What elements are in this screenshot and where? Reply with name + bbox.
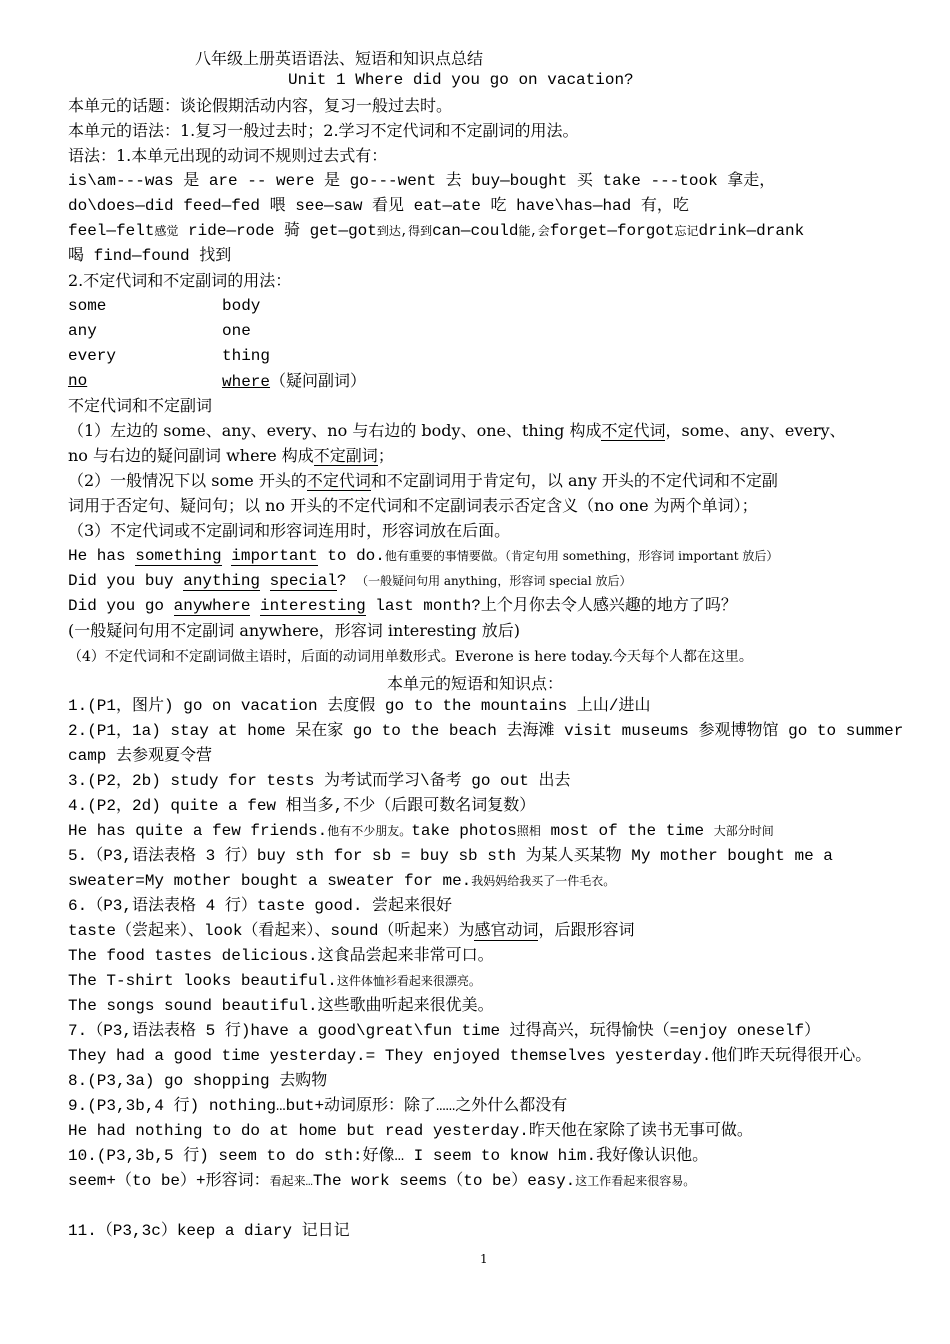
phrase-item: 2.(P1，1a) stay at home 呆在家 go to the beach 去海滩 visit museums 参观博物馆 go to summer xyxy=(68,722,904,740)
example-text: ? xyxy=(336,572,347,590)
example-2 xyxy=(68,571,910,591)
verb-pair: feel—felt xyxy=(68,222,155,240)
phrase-item: 6.（P3,语法表格 4 行）taste good. 尝起来很好 xyxy=(68,897,453,915)
example-highlight: interesting xyxy=(260,597,366,615)
phrase-item: 9.(P3,3b,4 行) nothing…but+动词原形：除了……之外什么都没有 xyxy=(68,1097,568,1115)
example-text: The T-shirt looks beautiful. xyxy=(68,972,337,990)
rule-3: （3）不定代词或不定副词和形容词连用时，形容词放在后面。 xyxy=(68,521,511,540)
phrase-example xyxy=(68,971,910,992)
phrase-item: 4.(P2，2d) quite a few 相当多,不少（后跟可数名词复数） xyxy=(68,797,536,815)
rule-2 xyxy=(68,471,910,491)
example-highlight: important xyxy=(231,547,318,565)
phrase-item: 8.(P3,3a) go shopping 去购物 xyxy=(68,1072,328,1090)
rule-text: no 与右边的疑问副词 where 构成 xyxy=(68,446,314,465)
unit-title: Unit 1 Where did you go on vacation? xyxy=(288,71,634,89)
rule-1 xyxy=(68,421,910,441)
indef-left: no xyxy=(68,372,88,390)
example-text: He has quite a few friends. xyxy=(68,822,328,840)
example-text: ，后跟形容词 xyxy=(538,922,635,940)
indef-right: thing xyxy=(222,347,271,365)
rule-text: （1）左边的 some、any、every、no 与右边的 body、one、thing 构成 xyxy=(68,421,602,440)
phrase-item: 11.（P3,3c）keep a diary 记日记 xyxy=(68,1222,350,1240)
page-number: 1 xyxy=(480,1252,488,1266)
indef-right: body xyxy=(222,297,261,315)
example-3-note: (一般疑问句用不定副词 anywhere，形容词 interesting 放后) xyxy=(68,621,520,640)
phrase-item: 7.（P3,语法表格 5 行)have a good\great\fun time 过得高兴，玩得愉快（=enjoy oneself） xyxy=(68,1022,821,1040)
example-3 xyxy=(68,596,910,616)
phrase-item: 1.(P1，图片) go on vacation 去度假 go to the mountains 上山/进山 xyxy=(68,697,651,715)
example-text: most of the time xyxy=(540,822,705,840)
phrase-item: 5.（P3,语法表格 3 行）buy sth for sb = buy sb sth 为某人买某物 My mother bought me a xyxy=(68,847,833,865)
phrase-item: 3.(P2，2b) study for tests 为考试而学习\备考 go out 出去 xyxy=(68,772,571,790)
example-highlight: 感官动词 xyxy=(474,922,539,940)
example-note: 他有重要的事情要做。（肯定句用 something，形容词 important 放后） xyxy=(384,549,779,563)
phrase-item xyxy=(68,921,910,941)
phrase-example: He had nothing to do at home but read yesterday.昨天他在家除了读书无事可做。 xyxy=(68,1122,753,1140)
example-text: He has xyxy=(68,547,136,565)
verb-meaning: 能,会 xyxy=(518,225,550,239)
verb-pair: ride—rode 骑 get—got xyxy=(178,222,377,240)
rule-text: （2）一般情况下以 some 开头的 xyxy=(68,471,307,490)
verb-meaning: 到达,得到 xyxy=(376,225,433,239)
indef-heading: 不定代词和不定副词 xyxy=(68,396,213,415)
rule-4: （4）不定代词和不定副词做主语时，后面的动词用单数形式。Everone is here today.今天每个人都在这里。 xyxy=(68,649,753,665)
verb-pair: can—could xyxy=(432,222,519,240)
example-highlight: special xyxy=(269,572,337,590)
verb-pair: drink—drank xyxy=(698,222,805,240)
example-text: to do. xyxy=(317,547,385,565)
grammar1-heading: 语法：1.本单元出现的动词不规则过去式有： xyxy=(68,146,388,165)
rule-highlight: 不定代词 xyxy=(306,471,371,490)
rule-text: ，some、any、every、 xyxy=(665,421,846,440)
example-text: sweater=My mother bought a sweater for me. xyxy=(68,872,472,890)
example-note: 大部分时间 xyxy=(713,825,774,839)
indef-table-row xyxy=(68,321,910,341)
phrase-example xyxy=(68,821,910,842)
indef-table-row xyxy=(68,346,910,366)
example-text: The work seems（to be）easy. xyxy=(312,1172,576,1190)
indef-right-group xyxy=(222,371,366,391)
irregular-verbs-line-3 xyxy=(68,221,910,242)
example-highlight: anywhere xyxy=(173,597,251,615)
rule-highlight: 不定代词 xyxy=(601,421,666,440)
phrase-item-cont: camp 去参观夏令营 xyxy=(68,747,213,765)
phrase-item-cont xyxy=(68,871,910,892)
example-note: 看起来… xyxy=(269,1175,313,1189)
phrases-heading: 本单元的短语和知识点： xyxy=(386,674,563,693)
indef-right: where xyxy=(222,373,271,391)
grammar-line: 本单元的语法：1.复习一般过去时；2.学习不定代词和不定副词的用法。 xyxy=(68,121,579,140)
example-text: take photos xyxy=(411,822,517,840)
example-highlight: anything xyxy=(183,572,261,590)
irregular-verbs-line-4: 喝 find—found 找到 xyxy=(68,247,232,265)
example-text: Did you buy xyxy=(68,572,184,590)
example-note: 我妈妈给我买了一件毛衣。 xyxy=(471,875,616,889)
example-note: 这件体恤衫看起来很漂亮。 xyxy=(336,975,481,989)
indef-table-row xyxy=(68,296,910,316)
example-note: （一般疑问句用 anything，形容词 special 放后） xyxy=(356,574,632,588)
example-text: taste（尝起来）、look（看起来）、sound（听起来）为 xyxy=(68,922,475,940)
indef-left: some xyxy=(68,297,107,315)
irregular-verbs-line-2: do\does—did feed—fed 喂 see—saw 看见 eat—ate 吃 have\has—had 有，吃 xyxy=(68,197,689,215)
irregular-verbs-line-1: is\am---was 是 are -- were 是 go---went 去 buy—bought 买 take ---took 拿走， xyxy=(68,172,776,190)
rule-highlight: 不定副词 xyxy=(313,446,378,465)
example-highlight: something xyxy=(135,547,222,565)
example-note: 照相 xyxy=(516,825,541,839)
verb-meaning: 忘记 xyxy=(674,225,699,239)
rule-text: ； xyxy=(377,446,394,465)
example-note: 他有不少朋友。 xyxy=(327,825,412,839)
verb-pair: forget—forgot xyxy=(549,222,675,240)
phrase-example: The songs sound beautiful.这些歌曲听起来很优美。 xyxy=(68,997,494,1015)
indef-left: any xyxy=(68,322,97,340)
document-title: 八年级上册英语语法、短语和知识点总结 xyxy=(195,49,484,68)
phrase-example: The food tastes delicious.这食品尝起来非常可口。 xyxy=(68,947,494,965)
indef-right: one xyxy=(222,322,251,340)
example-text: Did you go xyxy=(68,597,174,615)
phrase-example: They had a good time yesterday.= They enjoyed themselves yesterday.他们昨天玩得很开心。 xyxy=(68,1047,872,1065)
indef-note: （疑问副词） xyxy=(270,371,367,390)
topic-line: 本单元的话题：谈论假期活动内容，复习一般过去时。 xyxy=(68,96,453,115)
indef-left: every xyxy=(68,347,117,365)
rule-text: 和不定副词用于肯定句，以 any 开头的不定代词和不定副 xyxy=(370,471,778,490)
rule-2-cont: 词用于否定句、疑问句；以 no 开头的不定代词和不定副词表示否定含义（no one 为两个单词）； xyxy=(68,496,758,515)
grammar2-heading: 2.不定代词和不定副词的用法： xyxy=(68,271,292,290)
rule-1-cont xyxy=(68,446,910,466)
verb-meaning: 感觉 xyxy=(154,225,179,239)
indef-table-row xyxy=(68,371,910,391)
example-text: seem+（to be）+形容词： xyxy=(68,1172,270,1190)
phrase-example xyxy=(68,1171,910,1192)
phrase-item: 10.(P3,3b,5 行) seem to do sth:好像… I seem to know him.我好像认识他。 xyxy=(68,1147,709,1165)
example-text: last month?上个月你去令人感兴趣的地方了吗？ xyxy=(365,597,737,615)
example-1 xyxy=(68,546,910,566)
example-note: 这工作看起来很容易。 xyxy=(575,1175,696,1189)
